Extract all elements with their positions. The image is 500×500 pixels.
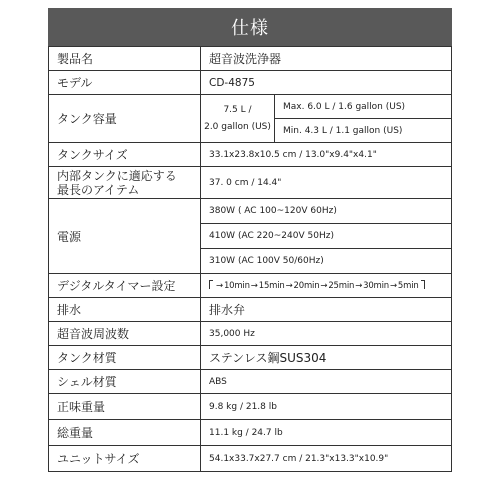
power-value: 410W (AC 220~240V 50Hz) xyxy=(201,224,452,249)
row-label: タンク材質 xyxy=(49,346,201,370)
row-value: ABS xyxy=(201,370,452,394)
table-row xyxy=(49,274,452,298)
row-value: 11.1 kg / 24.7 lb xyxy=(201,420,452,446)
timer-arrow: → xyxy=(250,280,258,291)
row-label: デジタルタイマー設定 xyxy=(49,274,201,298)
table-row xyxy=(49,71,452,95)
table-row xyxy=(49,143,452,167)
cycle-bracket-left xyxy=(209,280,213,289)
tank-total-capacity: 7.5 L / 2.0 gallon (US) xyxy=(201,95,275,143)
timer-step: 10min xyxy=(223,280,250,291)
row-label: 電源 xyxy=(49,199,201,274)
spec-title-bar xyxy=(48,8,452,46)
spec-table xyxy=(48,46,452,472)
tank-min-capacity: Min. 4.3 L / 1.1 gallon (US) xyxy=(275,119,452,143)
row-value: 33.1x23.8x10.5 cm / 13.0"x9.4"x4.1" xyxy=(201,143,452,167)
timer-step: 25min xyxy=(328,280,355,291)
table-row xyxy=(49,95,452,119)
table-row xyxy=(49,199,452,224)
table-row xyxy=(49,446,452,472)
power-value: 310W (AC 100V 50/60Hz) xyxy=(201,249,452,274)
row-label: シェル材質 xyxy=(49,370,201,394)
row-value: ステンレス鋼SUS304 xyxy=(201,346,452,370)
timer-arrow: → xyxy=(320,280,328,291)
timer-cycle xyxy=(201,274,452,298)
spec-title: 仕様 xyxy=(231,18,269,39)
table-row xyxy=(49,298,452,322)
row-label: モデル xyxy=(49,71,201,95)
row-label: 製品名 xyxy=(49,47,201,71)
timer-arrow: → xyxy=(355,280,363,291)
timer-step: 30min xyxy=(363,280,389,291)
timer-arrow: → xyxy=(389,280,397,291)
row-label: 排水 xyxy=(49,298,201,322)
timer-step: 5min xyxy=(397,280,419,291)
row-label: 正味重量 xyxy=(49,394,201,420)
row-value: 37. 0 cm / 14.4" xyxy=(201,167,452,199)
timer-step: 20min xyxy=(293,280,320,291)
row-value: 超音波洗浄器 xyxy=(201,47,452,71)
timer-arrow: → xyxy=(285,280,293,291)
table-row xyxy=(49,322,452,346)
tank-max-capacity: Max. 6.0 L / 1.6 gallon (US) xyxy=(275,95,452,119)
table-row xyxy=(49,167,452,199)
row-label: 総重量 xyxy=(49,420,201,446)
row-value: 9.8 kg / 21.8 lb xyxy=(201,394,452,420)
cycle-bracket-right xyxy=(421,280,425,289)
table-row xyxy=(49,394,452,420)
row-value: 35,000 Hz xyxy=(201,322,452,346)
timer-arrow: → xyxy=(216,280,223,291)
table-row xyxy=(49,346,452,370)
row-value: 54.1x33.7x27.7 cm / 21.3"x13.3"x10.9" xyxy=(201,446,452,472)
row-value: 排水弁 xyxy=(201,298,452,322)
timer-step: 15min xyxy=(258,280,285,291)
row-label: 超音波周波数 xyxy=(49,322,201,346)
row-label: タンク容量 xyxy=(49,95,201,143)
power-value: 380W ( AC 100~120V 60Hz) xyxy=(201,199,452,224)
row-label: タンクサイズ xyxy=(49,143,201,167)
row-label: ユニットサイズ xyxy=(49,446,201,472)
row-label: 内部タンクに適応する 最長のアイテム xyxy=(49,167,201,199)
table-row xyxy=(49,420,452,446)
table-row xyxy=(49,47,452,71)
table-row xyxy=(49,370,452,394)
row-value: CD-4875 xyxy=(201,71,452,95)
